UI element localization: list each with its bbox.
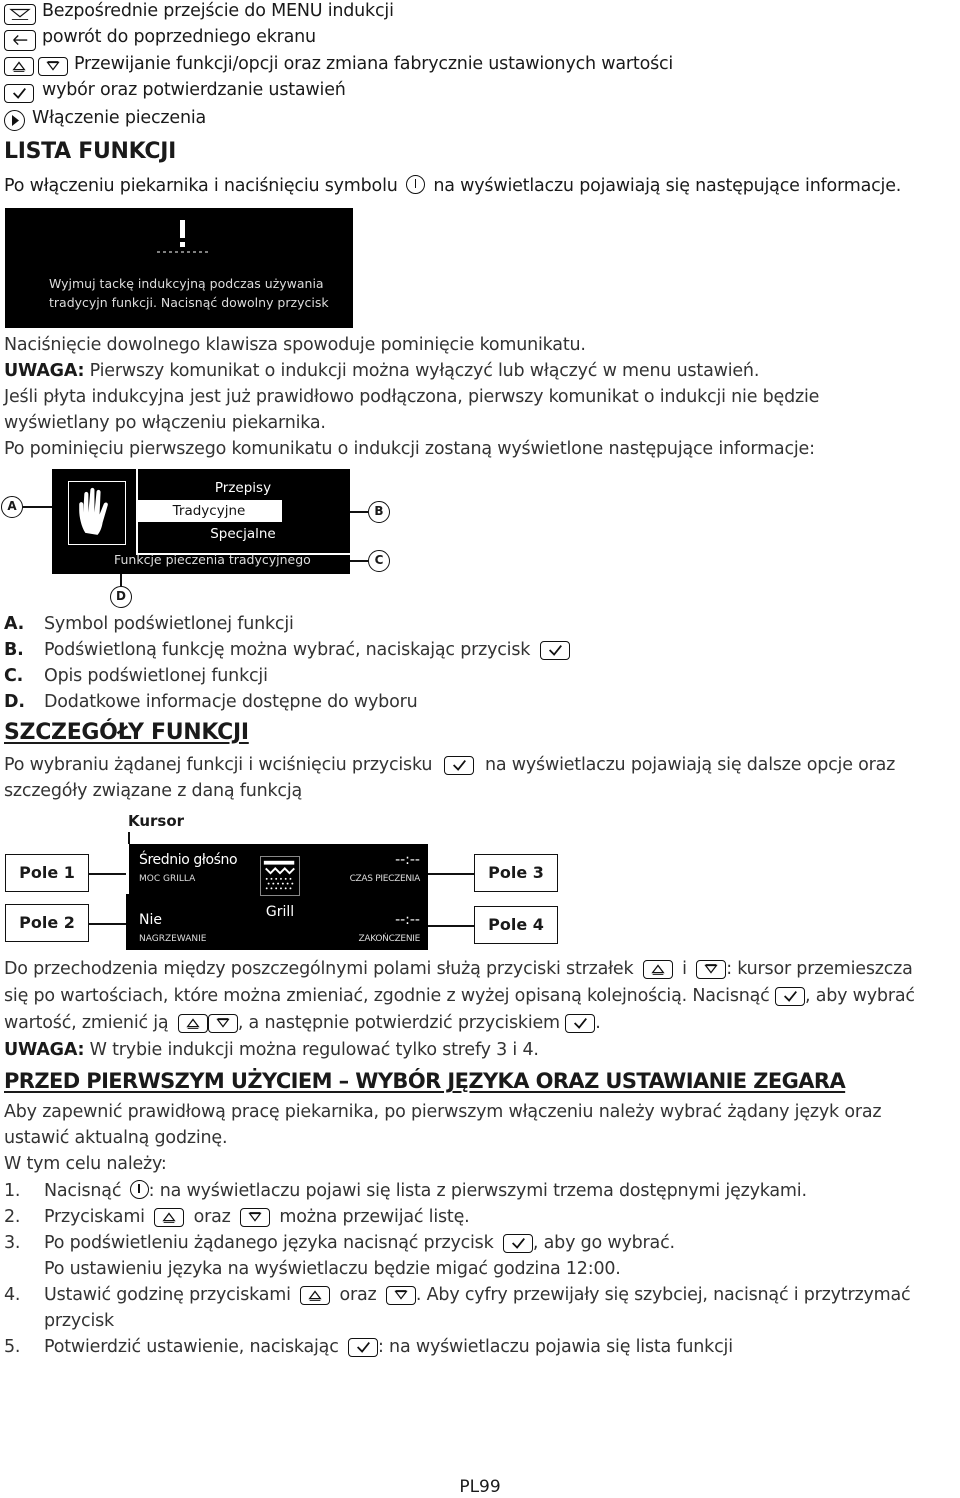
down-key-icon [696,960,726,979]
nav-line2: się po wartościach, które można zmieniać, zgodnie z wyżej opisaną kolejnością. Nacisnąć , aby wybrać [4,986,915,1006]
legend-confirm: wybór oraz potwierdzanie ustawień [42,80,346,100]
step-5: 5. Potwierdzić ustawienie, naciskając : na wyświetlaczu pojawia się lista funkcji [4,1337,733,1357]
field-3-label: CZAS PIECZENIA [349,874,420,884]
def-b: B. Podświetloną funkcję można wybrać, naciskając przycisk [4,639,570,661]
cursor-label: Kursor [128,812,185,830]
field-2-label: NAGRZEWANIE [139,934,207,944]
callout-a: A [1,496,23,518]
legend-menu: Bezpośrednie przejście do MENU indukcji [42,1,394,21]
menu-key-icon [4,4,36,25]
cursor-bar [126,844,129,894]
nav-line3: wartość, zmienić ją , a następnie potwierdzić przyciskiem . [4,1013,601,1033]
step-3: 3. Po podświetleniu żądanego języka nacisnąć przycisk , aby go wybrać. [4,1233,675,1253]
down-key-icon [240,1208,270,1227]
przed-p1-line2: ustawić aktualną godzinę. [4,1128,228,1148]
up-key-icon [178,1014,208,1033]
field-4-value[interactable]: --:-- [395,912,420,928]
field-2-box: Pole 2 [5,904,89,942]
start-icon [4,110,25,131]
nav-line1: Do przechodzenia między poszczególnymi polami służą przyciski strzałek i : kursor przemieszcza [4,959,913,979]
przed-p1-line1: Aby zapewnić prawidłową pracę piekarnika, po pierwszym włączeniu należy wybrać żądany język oraz [4,1102,882,1122]
field-1-box: Pole 1 [5,854,89,892]
down-key-icon [208,1014,238,1033]
function-name: Grill [265,904,295,920]
step-3-line2: Po ustawieniu języka na wyświetlaczu będzie migać godzina 12:00. [44,1259,621,1279]
lista-p1: Naciśnięcie dowolnego klawisza spowoduje pominięcie komunikatu. [4,335,586,355]
function-list-screen [52,469,350,574]
szczegoly-intro: Po wybraniu żądanej funkcji i wciśnięciu przycisku na wyświetlaczu pojawiają się dalsze opcje oraz [4,755,896,775]
power-icon [406,175,425,194]
lista-p2-line2: wyświetlany po włączeniu piekarnika. [4,413,326,433]
def-a: A. Symbol podświetlonej funkcji [4,614,294,634]
step-4: 4. Ustawić godzinę przyciskami oraz . Aby cyfry przewijały się szybciej, nacisnąć i przytrzymać [4,1285,911,1305]
field-1-value[interactable]: Średnio głośno [139,852,238,868]
power-icon [130,1180,149,1199]
callout-b: B [368,501,390,523]
section-heading-szczegoly: SZCZEGÓŁY FUNKCJI [4,720,249,745]
def-c: C. Opis podświetlonej funkcji [4,666,268,686]
function-item-1-highlighted[interactable]: Tradycyjne [136,500,282,522]
field-4-box: Pole 4 [474,906,558,944]
confirm-key-icon [503,1234,533,1253]
field-1-label: MOC GRILLA [139,874,196,884]
przed-p2: W tym celu należy: [4,1154,167,1174]
function-description: Funkcje pieczenia tradycyjnego [114,552,311,567]
page-number: PL99 [459,1477,501,1497]
lista-uwaga: UWAGA: Pierwszy komunikat o indukcji można wyłączyć lub włączyć w menu ustawień. [4,361,760,381]
confirm-key-icon [4,83,34,103]
up-key-icon [643,960,673,979]
function-item-2[interactable]: Specjalne [210,526,276,542]
callout-d: D [110,586,132,608]
def-d: D. Dodatkowe informacje dostępne do wyboru [4,692,418,712]
confirm-key-icon [348,1338,378,1357]
confirm-key-icon [775,987,805,1006]
szczegoly-intro-2: szczegóły związane z daną funkcją [4,781,303,801]
function-details-screen [126,844,428,950]
section-heading-przed: PRZED PIERWSZYM UŻYCIEM – WYBÓR JĘZYKA ORAZ USTAWIANIE ZEGARA [4,1069,846,1093]
grill-icon [260,856,300,896]
field-4-label: ZAKOŃCZENIE [358,934,420,944]
info-screen-line2: tradycyjn funkcji. Nacisnąć dowolny przycisk [49,295,329,310]
info-screen-line1: Wyjmuj tackę indukcyjną podczas używania [49,276,324,291]
confirm-key-icon [565,1014,595,1033]
field-3-box: Pole 3 [474,854,558,892]
up-key-icon [4,56,34,76]
up-key-icon [300,1286,330,1305]
legend-scroll: Przewijanie funkcji/opcji oraz zmiana fabrycznie ustawionych wartości [74,54,674,74]
down-key-icon [386,1286,416,1305]
callout-c: C [368,550,390,572]
confirm-key-icon [540,641,570,660]
back-key-icon [4,30,36,51]
step-1: 1. Nacisnąć : na wyświetlaczu pojawi się lista z pierwszymi trzema dostępnymi językami. [4,1181,807,1201]
lista-p3: Po pominięciu pierwszego komunikatu o indukcji zostaną wyświetlone następujące informacje: [4,439,815,459]
step-4-line2: przycisk [44,1311,114,1331]
info-screen [5,208,353,328]
hand-icon-frame [68,481,126,545]
lista-p2-line1: Jeśli płyta indukcyjna jest już prawidłowo podłączona, pierwszy komunikat o indukcji nie będzie [4,387,820,407]
hand-icon [69,482,124,543]
field-3-value[interactable]: --:-- [395,852,420,868]
function-item-0[interactable]: Przepisy [214,480,272,496]
field-2-value[interactable]: Nie [139,912,162,928]
step-2: 2. Przyciskami oraz można przewijać listę. [4,1207,470,1227]
legend-back: powrót do poprzedniego ekranu [42,27,316,47]
lista-intro: Po włączeniu piekarnika i naciśnięciu symbolu na wyświetlaczu pojawiają się następujące informacje. [4,176,902,196]
up-key-icon [154,1208,184,1227]
warning-icon [153,218,213,256]
legend-start: Włączenie pieczenia [32,108,207,128]
section-heading-lista: LISTA FUNKCJI [4,139,177,164]
confirm-key-icon [444,756,474,775]
szczegoly-uwaga: UWAGA: W trybie indukcji można regulować tylko strefy 3 i 4. [4,1040,539,1060]
down-key-icon [38,56,68,76]
